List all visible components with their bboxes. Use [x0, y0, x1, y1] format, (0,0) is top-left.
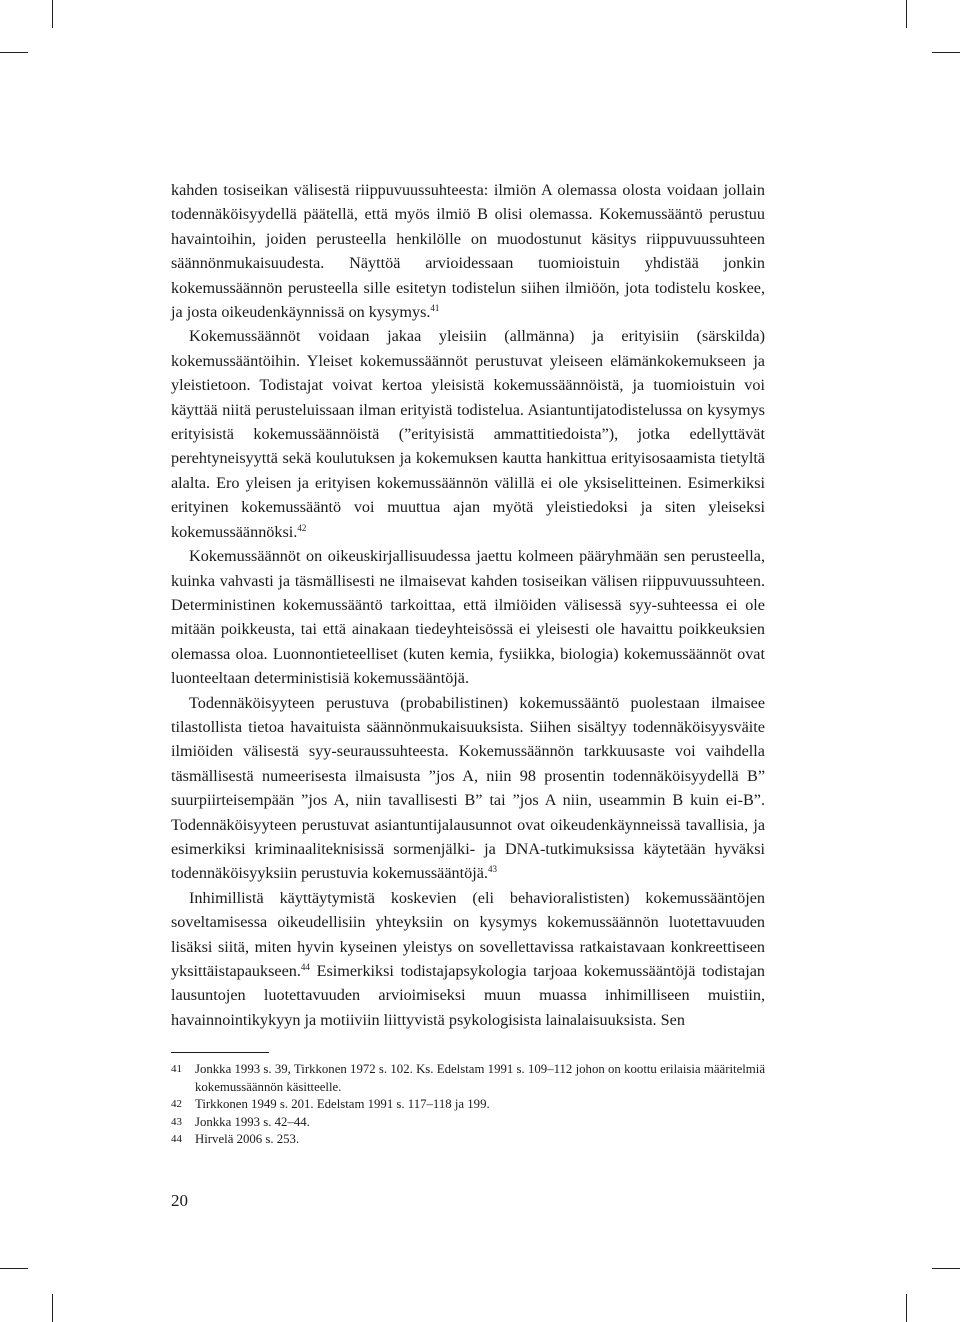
- footnotes: [171, 1061, 765, 1149]
- footnote-separator: [171, 1052, 269, 1053]
- paragraph-5: [171, 886, 765, 1032]
- crop-mark-left-lower: [0, 1268, 28, 1269]
- paragraph-text: Todennäköisyyteen perustuva (probabilistinen) kokemussääntö puolestaan ilmaisee tilastollista tietoa havaituista säännönmukaisuuksista. Siihen sisältyy todennäköisyysväite ilmiöiden välisestä syy-seuraussuhteesta. Kokemussäännön tarkkuusaste voi vaihdella täsmällisestä numeerisesta ilmaisusta ”jos A, niin 98 prosentin todennäköisyydellä B” suurpiirteisempään ”jos A, niin tavallisesti B” tai ”jos A niin, useammin B kuin ei-B”. Todennäköisyyteen perustuvat asiantuntijalausunnot ovat oikeudenkäynneissä tavallisia, ja esimerkiksi kriminaaliteknisissä sormenjälki- ja DNA-tutkimuksissa käytetään hyväksi todennäköisyyksiin perustuvia kokemussääntöjä.: [171, 693, 765, 883]
- paragraph-text: Kokemussäännöt voidaan jakaa yleisiin (allmänna) ja erityisiin (särskilda) kokemussääntöihin. Yleiset kokemussäännöt perustuvat yleiseen elämänkokemukseen ja yleistietoon. Todistajat voivat kertoa yleisistä kokemussäännöistä, ja tuomioistuin voi käyttää niitä perusteluissaan ilman erityistä todistelua. Asiantuntijatodistelussa on kysymys erityisistä kokemussäännöistä (”erityisistä ammattitiedoista”), jotka edellyttävät perehtyneisyyttä sekä koulutuksen ja kokemuksen kautta hankittua erityisosaamista tietyltä alalta. Ero yleisen ja erityisen kokemussäännön välillä ei ole yksiselitteinen. Esimerkiksi erityinen kokemussääntö voi muuttua ajan myötä yleistiedoksi ja siten yleiseksi kokemussäännöksi.: [171, 327, 765, 541]
- footnote-ref-44: 44: [300, 962, 310, 972]
- crop-mark-right-lower: [932, 1268, 960, 1269]
- crop-mark-top-left: [52, 0, 53, 28]
- paragraph-text-tail: Esimerkiksi todistajapsykologia tarjoaa kokemussääntöjä todistajan lausuntojen luotettavuuden arvioimiseksi muun muassa inhimilliseen muistiin, havainnointikykyyn ja motiiviin liittyvistä psykologisista lainalaisuuksista. Sen: [171, 962, 765, 1029]
- paragraph-text: kahden tosiseikan välisestä riippuvuussuhteesta: ilmiön A olemassa olosta voidaan jollain todennäköisyydellä päätellä, että myös ilmiö B olisi olemassa. Kokemussääntö perustuu havaintoihin, joiden perusteella henkilölle on muodostunut käsitys riippuvuussuhteen säännönmukaisuudesta. Näyttöä arvioidessaan tuomioistuin yhdistää jonkin kokemussäännön perusteella sille esitetyn todistelun siihen ilmiöön, jota todistelu koskee, ja josta oikeudenkäynnissä on kysymys.: [171, 181, 765, 322]
- paragraph-1: [171, 178, 765, 324]
- footnote-number: 42: [171, 1098, 182, 1110]
- footnote-41: [171, 1061, 765, 1096]
- footnote-number: 41: [171, 1063, 182, 1075]
- paragraph-3: [171, 544, 765, 690]
- footnote-44: [171, 1131, 765, 1149]
- footnote-text: Jonkka 1993 s. 39, Tirkkonen 1972 s. 102. Ks. Edelstam 1991 s. 109–112 johon on koottu erilaisia määritelmiä kokemussäännön käsitteelle.: [195, 1062, 765, 1094]
- paragraph-text: Inhimillistä käyttäytymistä koskevien (eli behavioralististen) kokemussääntöjen soveltamisessa oikeudellisiin yhteyksiin on kysymys kokemussäännön luotettavuuden lisäksi siitä, miten hyvin kyseinen yleistys on sovellettavissa ratkaistavaan konkreettiseen yksittäistapaukseen.: [171, 888, 765, 980]
- footnote-text: Hirvelä 2006 s. 253.: [195, 1132, 300, 1146]
- footnote-text: Tirkkonen 1949 s. 201. Edelstam 1991 s. 117–118 ja 199.: [195, 1097, 490, 1111]
- paragraph-text: Kokemussäännöt on oikeuskirjallisuudessa jaettu kolmeen pääryhmään sen perusteella, kuinka vahvasti ja täsmällisesti ne ilmaisevat kahden tosiseikan välisen riippuvuussuhteen. Deterministinen kokemussääntö tarkoittaa, että ilmiöiden välisessä syy-suhteessa ei ole mitään poikkeusta, tai että ainakaan tiedeyhteisössä ei yleisesti ole havaittu poikkeuksien olemassa oloa. Luonnontieteelliset (kuten kemia, fysiikka, biologia) kokemussäännöt ovat luonteeltaan deterministisiä kokemussääntöjä.: [171, 547, 765, 688]
- footnote-43: [171, 1114, 765, 1132]
- crop-mark-right-upper: [932, 52, 960, 53]
- body-text: [171, 178, 765, 1032]
- crop-mark-top-right: [906, 0, 907, 28]
- footnote-42: [171, 1096, 765, 1114]
- footnote-text: Jonkka 1993 s. 42–44.: [195, 1114, 310, 1129]
- footnote-number: 44: [171, 1133, 182, 1145]
- footnote-ref-43: 43: [487, 864, 497, 875]
- footnote-number: 43: [171, 1115, 182, 1128]
- paragraph-4: [171, 691, 765, 886]
- crop-mark-bottom-left: [52, 1294, 53, 1322]
- footnote-ref-41: 41: [430, 303, 440, 314]
- paragraph-2: [171, 324, 765, 544]
- footnote-ref-42: 42: [297, 522, 307, 533]
- crop-mark-bottom-right: [906, 1294, 907, 1322]
- crop-mark-left-upper: [0, 52, 28, 53]
- page-number: 20: [171, 1191, 188, 1210]
